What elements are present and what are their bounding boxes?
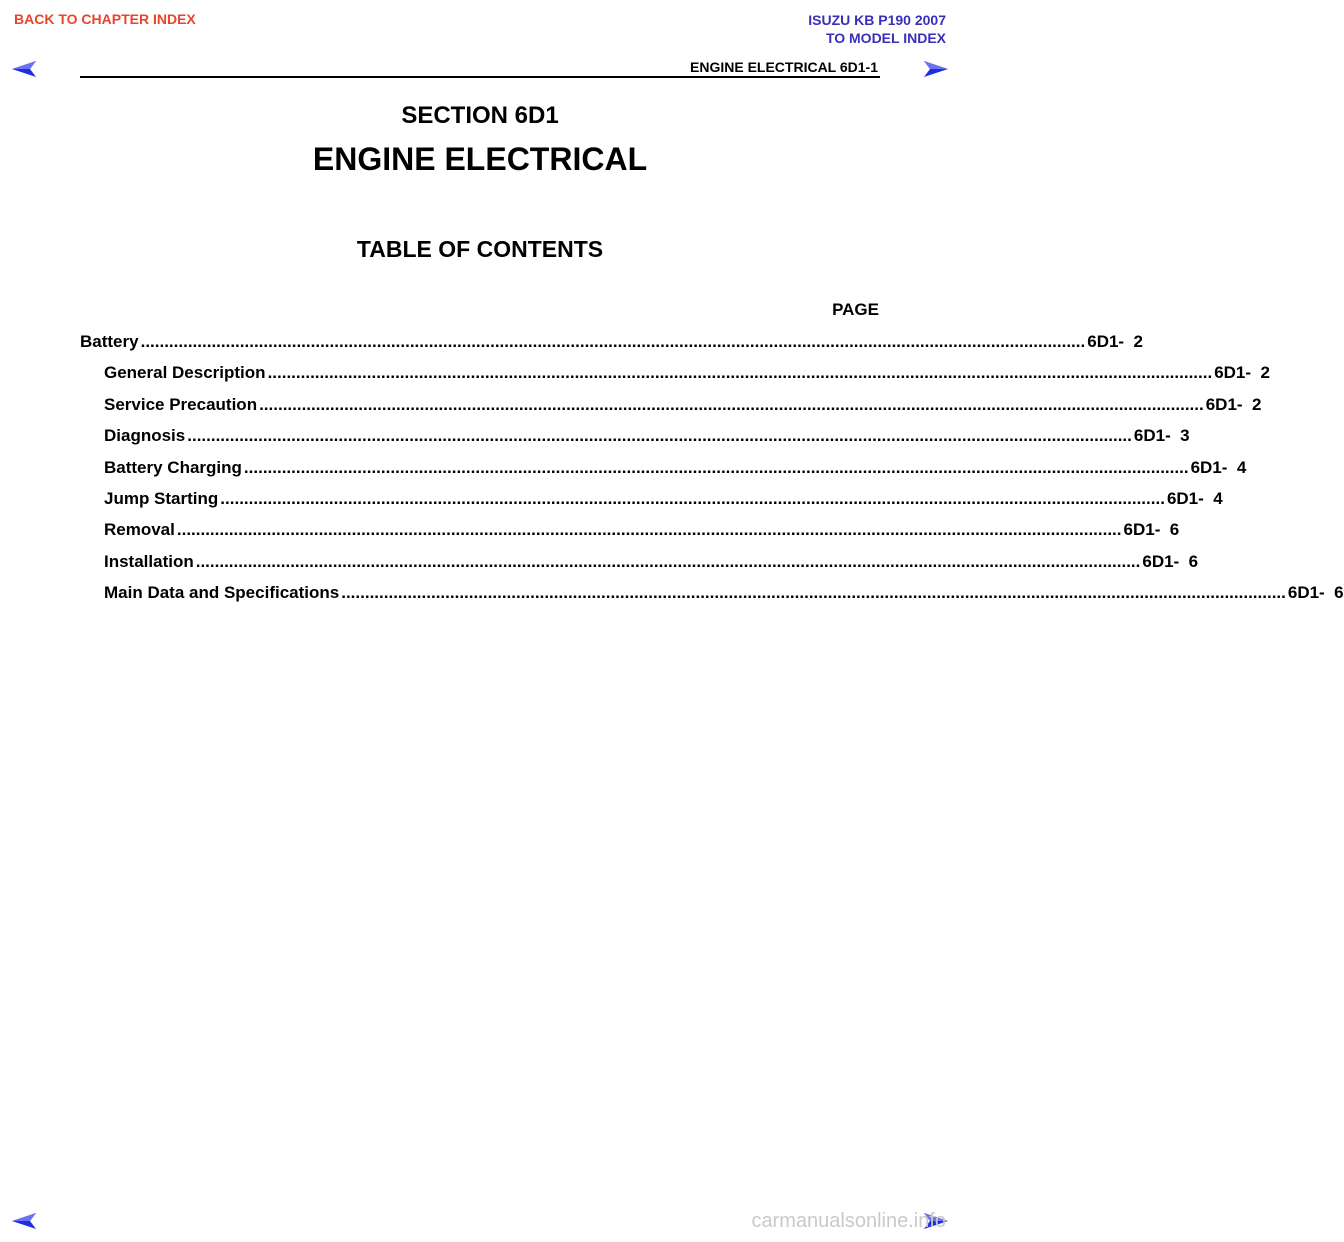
toc-entry-label: Service Precaution: [104, 394, 258, 414]
toc-leader-dots: ........................................................................................................................................................................................................: [267, 363, 1213, 383]
toc-entry-page: 6D1- 2: [1087, 332, 1143, 351]
toc-entry[interactable]: [80, 520, 1180, 544]
toc-entry-page: 6D1- 6: [1287, 583, 1344, 603]
toc-leader-dots: ........................................................................................................................................................................................................: [176, 520, 1122, 540]
toc-entry-label: Main Data and Specifications: [104, 583, 340, 603]
toc-leader-dots: ........................................................................................................................................................................................................: [259, 394, 1204, 414]
toc-entry[interactable]: [80, 363, 1270, 387]
toc-leader-dots: ........................................................................................................................................................................................................: [195, 551, 1141, 571]
model-name: ISUZU KB P190 2007: [808, 12, 946, 28]
watermark: carmanualsonline.info: [751, 1210, 946, 1232]
arrow-left-icon[interactable]: [10, 1212, 38, 1230]
back-to-chapter-index-link[interactable]: BACK TO CHAPTER INDEX: [14, 11, 196, 27]
page-title: ENGINE ELECTRICAL: [312, 141, 648, 177]
toc-entry[interactable]: [80, 583, 1344, 607]
toc-leader-dots: ........................................................................................................................................................................................................: [187, 426, 1132, 446]
toc-entry-page: 6D1- 3: [1133, 426, 1190, 446]
toc-entry-page: 6D1- 6: [1123, 520, 1180, 540]
toc-entry[interactable]: [80, 332, 1143, 356]
toc-entry-page: 6D1- 2: [1205, 394, 1262, 414]
toc-entry-label: Battery: [80, 332, 139, 351]
toc-entry-page: 6D1- 4: [1166, 489, 1223, 508]
toc-entry-label: Installation: [104, 551, 194, 571]
toc-entry-label: Battery Charging: [104, 457, 242, 477]
running-head: ENGINE ELECTRICAL 6D1-1: [690, 59, 878, 75]
toc-entry-label: Removal: [104, 520, 175, 540]
section-title: SECTION 6D1: [401, 102, 559, 129]
toc-heading: TABLE OF CONTENTS: [356, 236, 604, 262]
toc-leader-dots: ........................................................................................................................................................................................................: [140, 332, 1086, 351]
to-model-index-label: TO MODEL INDEX: [825, 30, 946, 46]
toc-leader-dots: ........................................................................................................................................................................................................: [341, 583, 1286, 603]
toc-entry[interactable]: [80, 394, 1262, 419]
toc-leader-dots: ........................................................................................................................................................................................................: [220, 489, 1165, 508]
toc-entry[interactable]: [80, 489, 1223, 513]
arrow-right-icon[interactable]: [922, 60, 950, 78]
toc-entry[interactable]: [80, 551, 1199, 576]
model-index-link[interactable]: [808, 11, 946, 47]
toc-entry-page: 6D1- 6: [1142, 551, 1199, 571]
toc-entry[interactable]: [80, 426, 1190, 450]
toc-entry-page: 6D1- 2: [1214, 363, 1270, 383]
header-rule: [80, 76, 880, 78]
toc-entry-label: Diagnosis: [104, 426, 186, 446]
toc-entry[interactable]: [80, 457, 1247, 482]
arrow-left-icon[interactable]: [10, 60, 38, 78]
toc-entry-label: Jump Starting: [104, 489, 219, 508]
toc-entry-label: General Description: [104, 363, 266, 383]
toc-entry-page: 6D1- 4: [1190, 457, 1247, 477]
toc-leader-dots: ........................................................................................................................................................................................................: [243, 457, 1189, 477]
page-column-heading: PAGE: [832, 300, 879, 319]
